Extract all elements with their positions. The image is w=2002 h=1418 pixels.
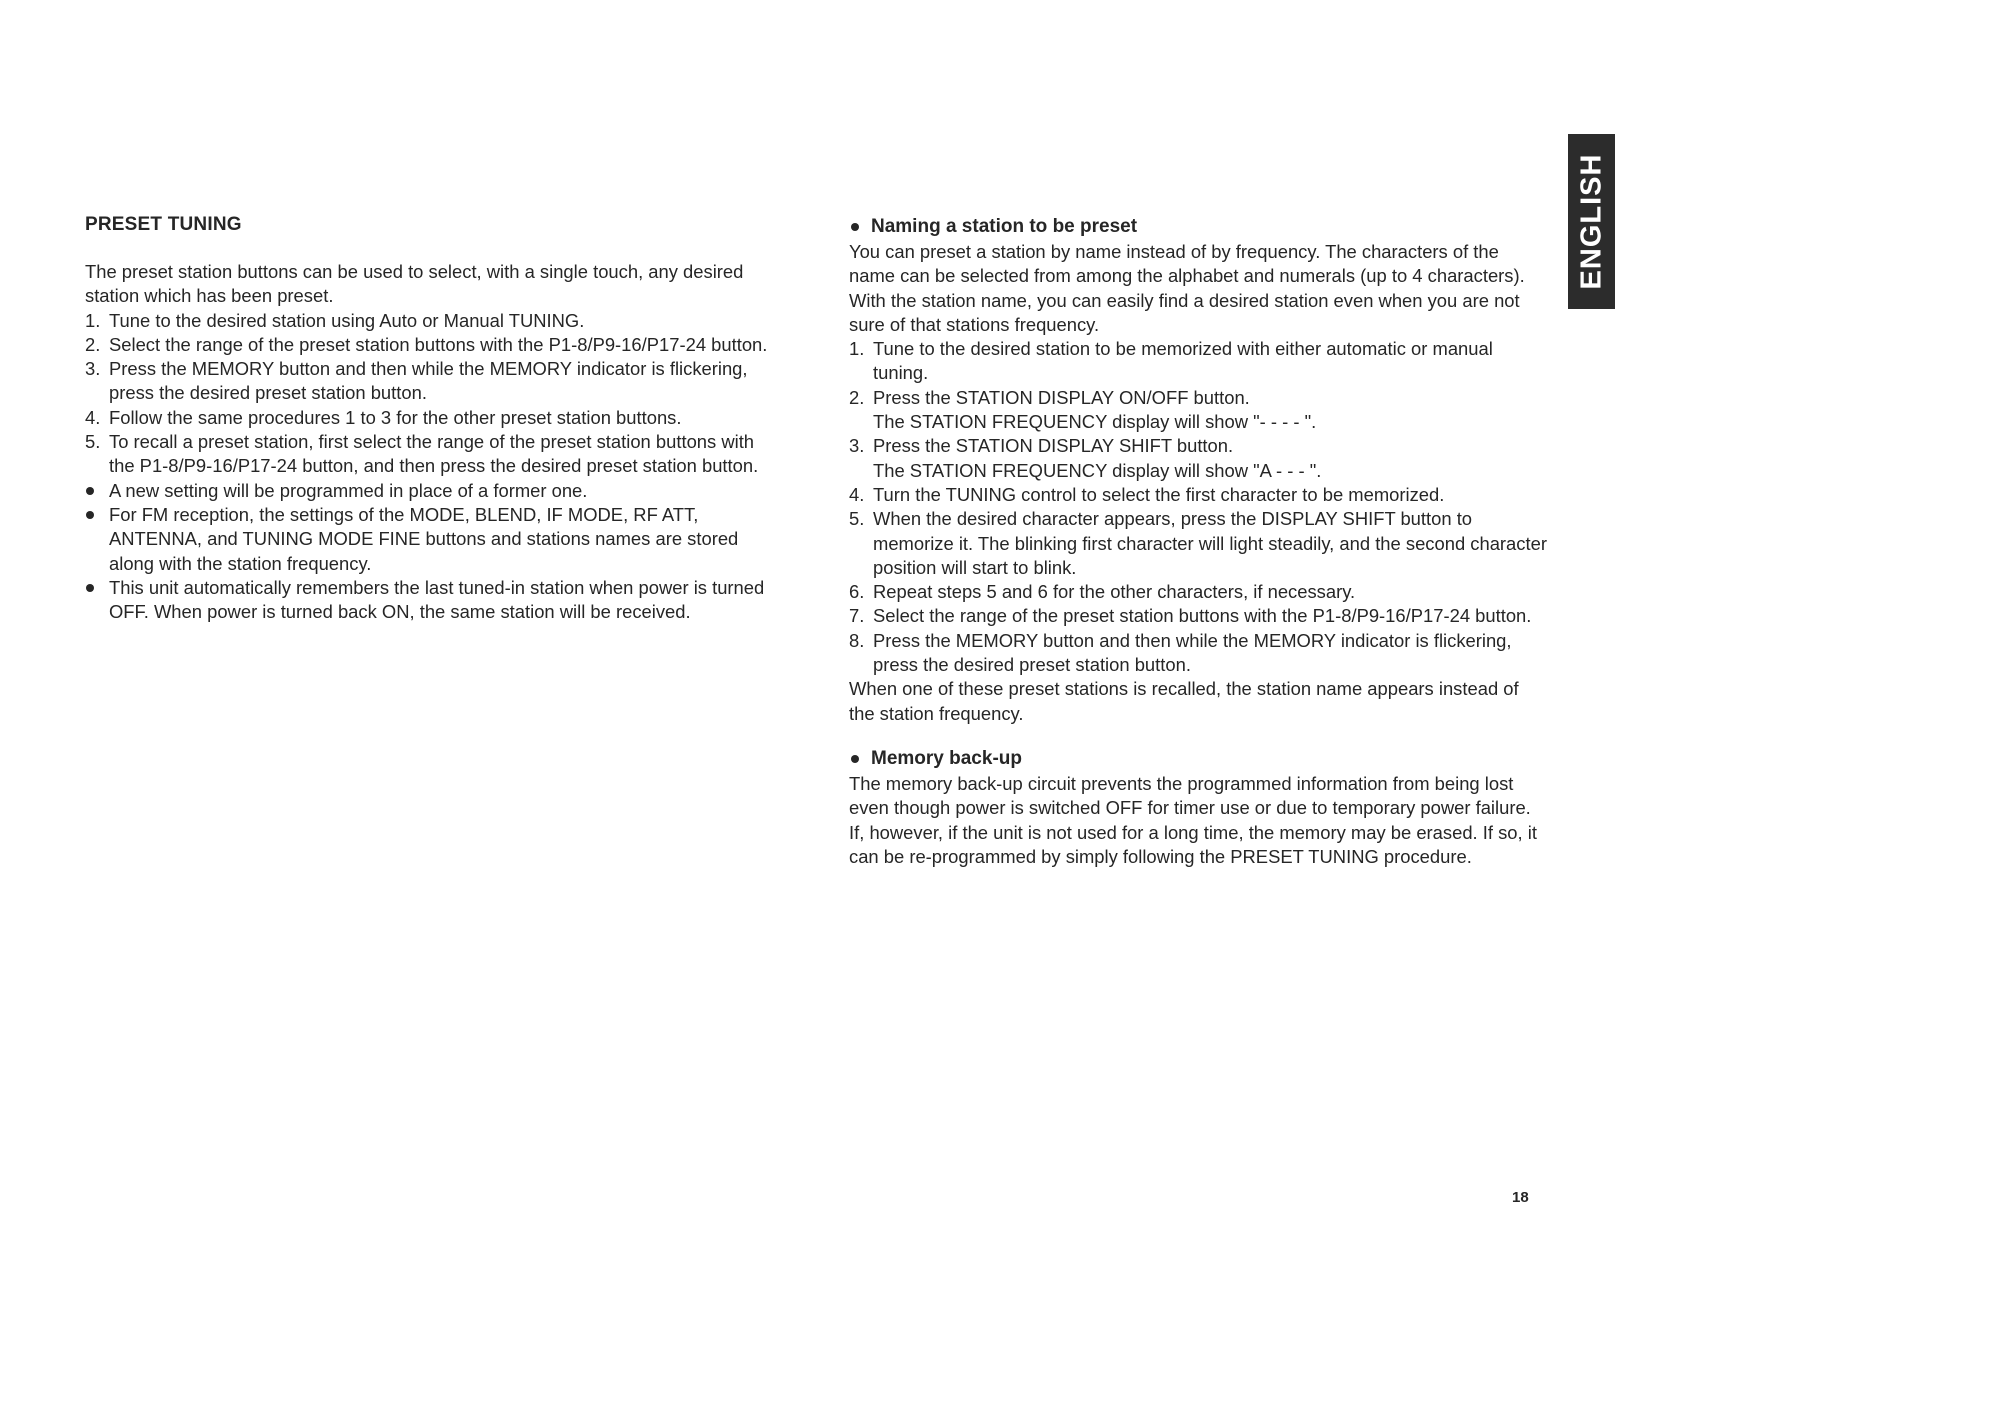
page-number: 18 (1512, 1189, 1529, 1206)
list-item: 3. Press the STATION DISPLAY SHIFT button. The STATION FREQUENCY display will show "A - - - ". (849, 435, 1322, 481)
language-tab-label: ENGLISH (1575, 153, 1607, 290)
preset-tuning-steps (85, 309, 770, 479)
preset-tuning-heading: PRESET TUNING (85, 214, 242, 235)
right-column (849, 214, 1549, 869)
list-item: For FM reception, the settings of the MODE, BLEND, IF MODE, RF ATT, ANTENNA, and TUNING MODE FINE buttons and stations names are stored along with the station frequency. (85, 503, 770, 576)
list-item: 2. Press the STATION DISPLAY ON/OFF button. The STATION FREQUENCY display will show "- - - - ". (849, 386, 1317, 433)
memory-backup-heading-text: Memory back-up (871, 747, 1022, 769)
left-column (85, 212, 770, 624)
list-item: 6. Repeat steps 5 and 6 for the other characters, if necessary. (849, 581, 1356, 603)
memory-backup-heading (849, 746, 1549, 772)
list-item: 4. Turn the TUNING control to select the first character to be memorized. (849, 483, 1445, 505)
naming-intro-2: With the station name, you can easily find a desired station even when you are not sure of that stations frequency. (849, 289, 1520, 335)
preset-tuning-intro: The preset station buttons can be used to select, with a single touch, any desired station which has been preset. (85, 261, 744, 307)
bullet-icon (85, 576, 109, 625)
list-item: This unit automatically remembers the last tuned-in station when power is turned OFF. When power is turned back ON, the same station will be received. (85, 576, 770, 625)
naming-heading (849, 214, 1549, 240)
list-item: 3. Press the MEMORY button and then while the MEMORY indicator is flickering, press the desired preset station button. (85, 358, 748, 404)
list-item: 5. When the desired character appears, press the DISPLAY SHIFT button to memorize it. The blinking first character will light steadily, and the second character position will start to blink. (849, 508, 1547, 578)
language-tab (1568, 134, 1615, 309)
list-item: A new setting will be programmed in place of a former one. (85, 479, 770, 503)
bullet-icon (85, 479, 109, 503)
naming-heading-text: Naming a station to be preset (871, 216, 1138, 237)
memory-backup-text: The memory back-up circuit prevents the programmed information from being lost even though power is switched OFF for timer use or due to temporary power failure. If, however, if the unit is not used for a long time, the memory may be erased. If so, it can be re-programmed by simply following the PRESET TUNING procedure. (849, 772, 1537, 867)
naming-outro: When one of these preset stations is recalled, the station name appears instead of the station frequency. (849, 678, 1519, 724)
preset-tuning-notes (85, 479, 770, 625)
bullet-icon (851, 223, 859, 231)
list-item: 8. Press the MEMORY button and then while the MEMORY indicator is flickering, press the desired preset station button. (849, 629, 1512, 676)
bullet-icon (85, 503, 109, 576)
list-item: 2. Select the range of the preset station buttons with the P1-8/P9-16/P17-24 button. (85, 333, 768, 355)
naming-intro-1: You can preset a station by name instead of by frequency. The characters of the name can be selected from among the alphabet and numerals (up to 4 characters). (849, 241, 1525, 287)
list-item: 5. To recall a preset station, first select the range of the preset station buttons with the P1-8/P9-16/P17-24 button, and then press the desired preset station button. (85, 431, 759, 477)
list-item: 4. Follow the same procedures 1 to 3 for the other preset station buttons. (85, 406, 682, 428)
list-item: 1. Tune to the desired station using Auto or Manual TUNING. (85, 309, 585, 331)
list-item: 1. Tune to the desired station to be memorized with either automatic or manual tuning. (849, 338, 1493, 384)
bullet-icon (851, 755, 859, 763)
naming-steps (849, 337, 1549, 677)
list-item: 7. Select the range of the preset station buttons with the P1-8/P9-16/P17-24 button. (849, 605, 1532, 627)
